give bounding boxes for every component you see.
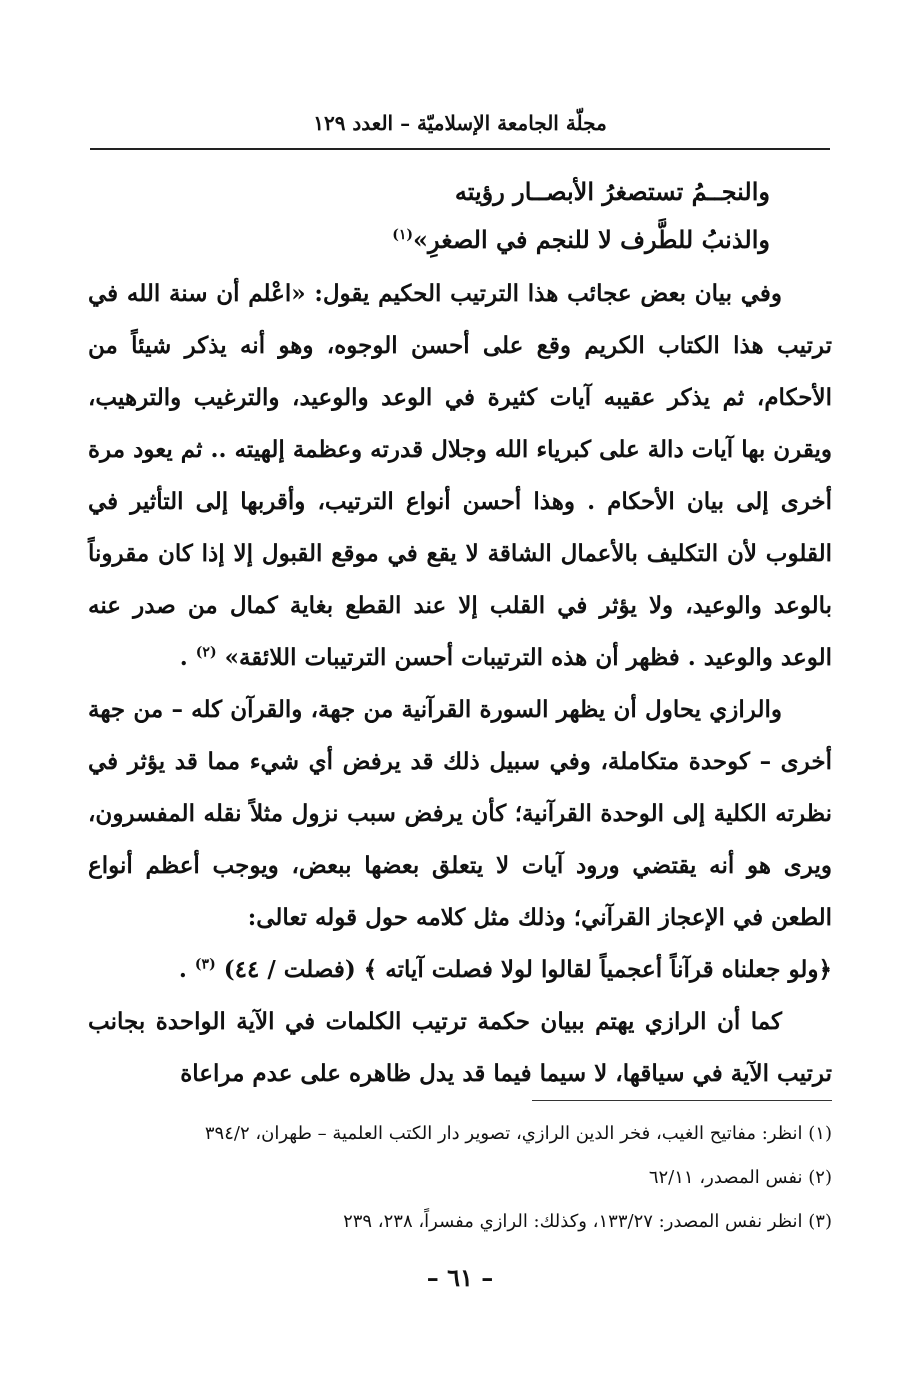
footnote-ref-3: (٣)	[194, 956, 216, 973]
page-number: – ٦١ –	[426, 1263, 494, 1292]
paragraph-2-text: والرازي يحاول أن يظهر السورة القرآنية من جهة، والقرآن كله – من جهة أخرى – كوحدة متكاملة، وفي سبيل ذلك قد يرفض أي شيء مما قد يؤثر في نظرته الكلية إلى الوحدة القرآنية؛ كأن يرفض سبب نزول مثلاً نقله المفسرون، ويرى هو أنه يقتضي ورود آيات لا يتعلق بعضها ببعض، ويوجب أعظم أنواع الطعن في الإعجاز القرآني؛ وذلك مثل كلامه حول قوله تعالى:	[88, 696, 832, 931]
footnote-divider	[532, 1100, 832, 1101]
body-text	[88, 268, 832, 1100]
poem-verse-line-1: والنجــمُ تستصغرُ الأبصــار رؤيته	[454, 177, 770, 206]
running-header: مجلّة الجامعة الإسلاميّة – العدد ١٢٩	[313, 111, 607, 135]
header-divider	[90, 148, 830, 150]
paragraph-1-text: وفي بيان بعض عجائب هذا الترتيب الحكيم يقول: «اعْلم أن سنة الله في ترتيب هذا الكتاب الكريم وقع على أحسن الوجوه، وهو أنه يذكر شيئاً من الأحكام، ثم يذكر عقيبه آيات كثيرة في الوعد والوعيد، والترغيب والترهيب، ويقرن بها آيات دالة على كبرياء الله وجلال قدرته وعظمة إلهيته .. ثم يعود مرة أخرى إلى بيان الأحكام . وهذا أحسن أنواع الترتيب، وأقربها إلى التأثير في القلوب لأن التكليف بالأعمال الشاقة لا يقع في موقع القبول إلا إذا كان مقروناً بالوعد والوعيد، ولا يؤثر في القلب إلا عند القطع بغاية كمال من صدر عنه الوعد والوعيد . فظهر أن هذه الترتيبات أحسن الترتيبات اللائقة»	[88, 280, 832, 671]
quran-citation	[88, 944, 832, 996]
footnote-ref-2: (٢)	[195, 644, 217, 661]
paragraph-1	[88, 268, 832, 684]
poem-verse-line-2	[392, 220, 770, 260]
quran-citation-end: .	[178, 956, 195, 983]
footnote-3: (٣) انظر نفس المصدر: ١٣٣/٢٧، وكذلك: الرازي مفسراً، ٢٣٨، ٢٣٩	[343, 1211, 832, 1232]
paragraph-3-text: كما أن الرازي يهتم ببيان حكمة ترتيب الكلمات في الآية الواحدة بجانب ترتيب الآية في سياقها، لا سيما فيما قد يدل ظاهره على عدم مراعاة	[88, 1008, 832, 1087]
footnote-1: (١) انظر: مفاتيح الغيب، فخر الدين الرازي، تصوير دار الكتب العلمية – طهران، ٣٩٤/٢	[204, 1123, 832, 1144]
quran-verse: ﴿ولو جعلناه قرآناً أعجمياً لقالوا لولا فصلت آياته ﴾ (فصلت / ٤٤)	[223, 956, 832, 983]
paragraph-3	[88, 996, 832, 1100]
footnote-2: (٢) نفس المصدر، ٦٢/١١	[648, 1167, 832, 1188]
paragraph-2	[88, 684, 832, 944]
footnotes	[88, 1112, 832, 1244]
paragraph-1-end: .	[179, 644, 196, 671]
poem-verse-line-2-text: والذنبُ للطَّرف لا للنجم في الصغرِ»	[413, 225, 770, 254]
footnote-ref-1: (١)	[392, 227, 413, 243]
